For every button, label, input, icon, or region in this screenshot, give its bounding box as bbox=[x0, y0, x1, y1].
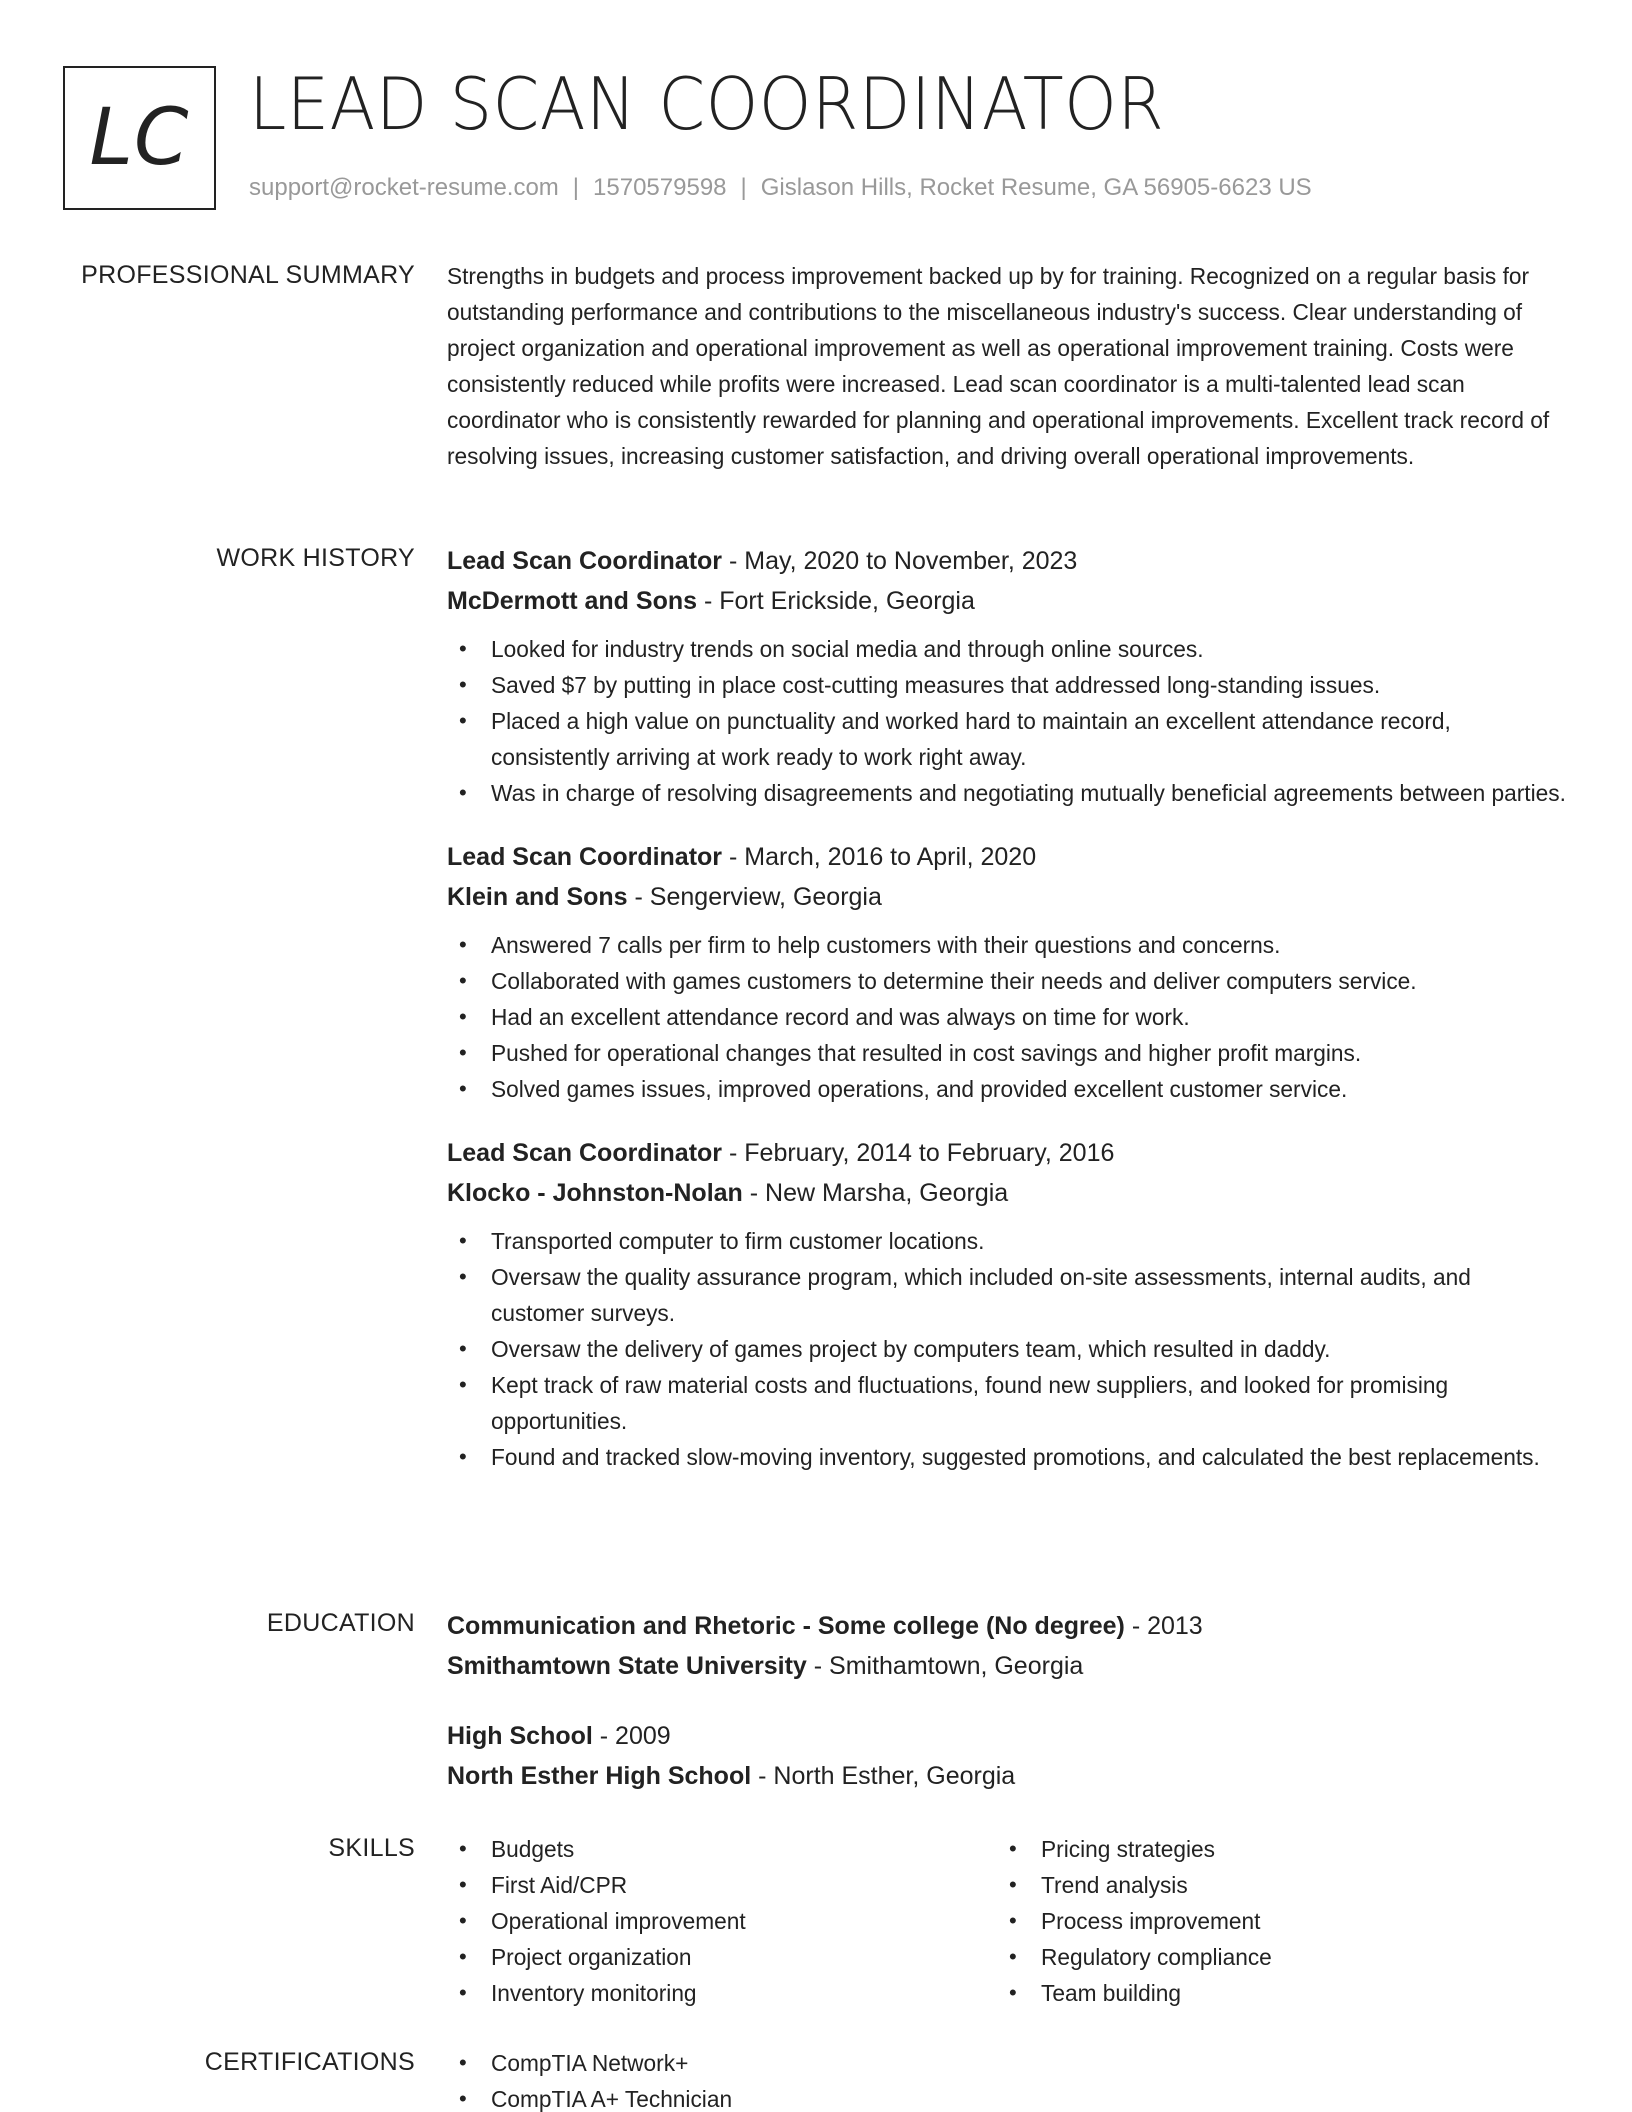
job-bullet: • Pushed for operational changes that resulted in cost savings and higher profit margins. bbox=[447, 1035, 1567, 1071]
job-location: - Sengerview, Georgia bbox=[627, 883, 882, 911]
education-year: - 2013 bbox=[1124, 1612, 1203, 1640]
job-title: Lead Scan Coordinator bbox=[447, 547, 723, 575]
job-bullet: • Answered 7 calls per firm to help customers with their questions and concerns. bbox=[447, 927, 1567, 963]
job-bullet: • Solved games issues, improved operations, and provided excellent customer service. bbox=[447, 1071, 1567, 1107]
job-dates: - May, 2020 to November, 2023 bbox=[722, 547, 1078, 575]
job-company: Klocko - Johnston-Nolan bbox=[447, 1179, 743, 1207]
certifications-list bbox=[447, 2045, 1567, 2112]
job-entry bbox=[447, 1133, 1567, 1475]
education-year: - 2009 bbox=[592, 1722, 671, 1750]
job-entry bbox=[447, 541, 1567, 811]
skill-item: • First Aid/CPR bbox=[447, 1867, 997, 1903]
education-school-line bbox=[447, 1756, 1567, 1796]
job-company: Klein and Sons bbox=[447, 883, 628, 911]
certifications-bullets bbox=[447, 2045, 1567, 2112]
skill-item: • Process improvement bbox=[997, 1903, 1547, 1939]
job-bullets bbox=[447, 927, 1567, 1107]
skills-heading: SKILLS bbox=[328, 1834, 415, 1862]
education-school-line bbox=[447, 1646, 1567, 1686]
education-location: - Smithamtown, Georgia bbox=[806, 1652, 1084, 1680]
job-dates: - February, 2014 to February, 2016 bbox=[722, 1139, 1115, 1167]
certifications-heading: CERTIFICATIONS bbox=[204, 2048, 415, 2076]
summary-heading: PROFESSIONAL SUMMARY bbox=[81, 261, 415, 289]
job-bullet: • Collaborated with games customers to determine their needs and deliver computers service. bbox=[447, 963, 1567, 999]
job-company-line bbox=[447, 581, 1567, 621]
job-bullet: • Oversaw the delivery of games project by computers team, which resulted in daddy. bbox=[447, 1331, 1567, 1367]
work-history-heading: WORK HISTORY bbox=[216, 544, 415, 572]
skill-item: • Project organization bbox=[447, 1939, 997, 1975]
education-entry bbox=[447, 1606, 1567, 1686]
job-company: McDermott and Sons bbox=[447, 587, 698, 615]
monogram-box bbox=[63, 66, 216, 210]
candidate-name: LEAD SCAN COORDINATOR bbox=[249, 62, 1165, 146]
job-bullet: • Had an excellent attendance record and was always on time for work. bbox=[447, 999, 1567, 1035]
work-history-list bbox=[447, 541, 1567, 1501]
job-location: - Fort Erickside, Georgia bbox=[697, 587, 975, 615]
job-bullet: • Transported computer to firm customer locations. bbox=[447, 1223, 1567, 1259]
skill-item: • Pricing strategies bbox=[997, 1831, 1547, 1867]
education-heading: EDUCATION bbox=[266, 1609, 415, 1637]
job-bullet: • Looked for industry trends on social media and through online sources. bbox=[447, 631, 1567, 667]
education-school: Smithamtown State University bbox=[447, 1652, 807, 1680]
job-bullet: • Kept track of raw material costs and fluctuations, found new suppliers, and looked for promising opportunities. bbox=[447, 1367, 1567, 1439]
skill-item: • Inventory monitoring bbox=[447, 1975, 997, 2011]
job-title-line bbox=[447, 1133, 1567, 1173]
skills-list bbox=[447, 1831, 1567, 2011]
job-bullets bbox=[447, 1223, 1567, 1475]
job-title-line bbox=[447, 541, 1567, 581]
contact-email[interactable]: support@rocket-resume.com bbox=[249, 174, 559, 201]
job-title-line bbox=[447, 837, 1567, 877]
contact-address: Gislason Hills, Rocket Resume, GA 56905-6623 US bbox=[760, 174, 1312, 201]
job-title: Lead Scan Coordinator bbox=[447, 1139, 723, 1167]
education-degree: Communication and Rhetoric - Some college (No degree) bbox=[447, 1612, 1125, 1640]
skill-item: • Budgets bbox=[447, 1831, 997, 1867]
skills-column-left bbox=[447, 1831, 997, 2011]
job-company-line bbox=[447, 1173, 1567, 1213]
skill-item: • Regulatory compliance bbox=[997, 1939, 1547, 1975]
certification-item: • CompTIA A+ Technician bbox=[447, 2081, 1567, 2112]
education-degree-line bbox=[447, 1606, 1567, 1646]
skill-item: • Operational improvement bbox=[447, 1903, 997, 1939]
contact-line bbox=[249, 174, 1312, 202]
job-bullet: • Found and tracked slow-moving inventory, suggested promotions, and calculated the best replacements. bbox=[447, 1439, 1567, 1475]
job-bullet: • Oversaw the quality assurance program, which included on-site assessments, internal audits, and customer surveys. bbox=[447, 1259, 1567, 1331]
job-bullets bbox=[447, 631, 1567, 811]
education-school: North Esther High School bbox=[447, 1762, 752, 1790]
contact-phone[interactable]: 1570579598 bbox=[593, 174, 727, 201]
job-dates: - March, 2016 to April, 2020 bbox=[722, 843, 1037, 871]
job-title: Lead Scan Coordinator bbox=[447, 843, 723, 871]
job-bullet: • Placed a high value on punctuality and worked hard to maintain an excellent attendance record, consistently arriving at work ready to work right away. bbox=[447, 703, 1567, 775]
job-entry bbox=[447, 837, 1567, 1107]
monogram-initials: LC bbox=[89, 93, 190, 183]
resume-header bbox=[63, 64, 1563, 214]
skills-column-right bbox=[997, 1831, 1547, 2011]
contact-separator: | bbox=[572, 174, 580, 201]
education-list bbox=[447, 1606, 1567, 1822]
job-location: - New Marsha, Georgia bbox=[742, 1179, 1009, 1207]
education-entry bbox=[447, 1716, 1567, 1796]
education-location: - North Esther, Georgia bbox=[751, 1762, 1016, 1790]
education-degree-line bbox=[447, 1716, 1567, 1756]
job-company-line bbox=[447, 877, 1567, 917]
summary-text: Strengths in budgets and process improvement backed up by for training. Recognized on a regular basis for outstanding performance and contributions to the miscellaneous industry's success. Clear understanding of project organization and operational improvement as well as operational improvement training. Costs were consistently reduced while profits were increased. Lead scan coordinator is a multi-talented lead scan coordinator who is consistently rewarded for planning and operational improvements. Excellent track record of resolving issues, increasing customer satisfaction, and driving overall operational improvements. bbox=[447, 263, 1550, 469]
certification-item: • CompTIA Network+ bbox=[447, 2045, 1567, 2081]
education-degree: High School bbox=[447, 1722, 593, 1750]
skill-item: • Trend analysis bbox=[997, 1867, 1547, 1903]
job-bullet: • Saved $7 by putting in place cost-cutting measures that addressed long-standing issues. bbox=[447, 667, 1567, 703]
skill-item: • Team building bbox=[997, 1975, 1547, 2011]
contact-separator: | bbox=[740, 174, 747, 201]
job-bullet: • Was in charge of resolving disagreements and negotiating mutually beneficial agreements between parties. bbox=[447, 775, 1567, 811]
